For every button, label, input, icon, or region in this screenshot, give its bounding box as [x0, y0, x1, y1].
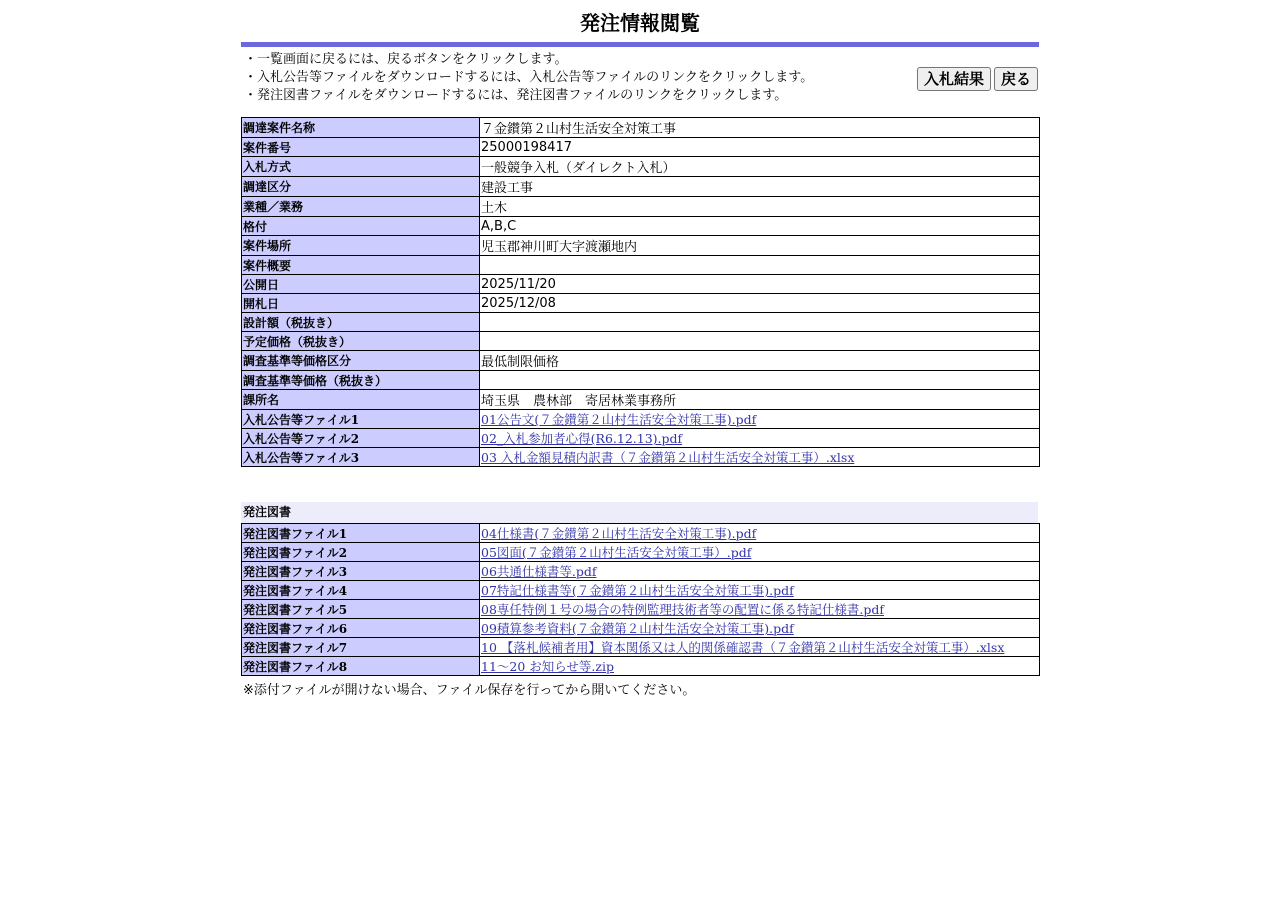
field-label: 発注図書ファイル1	[242, 524, 480, 543]
field-value-cell	[480, 657, 1040, 676]
field-value: 2025/12/08	[480, 294, 1040, 313]
field-label: 発注図書ファイル2	[242, 543, 480, 562]
instruction-line: ・一覧画面に戻るには、戻るボタンをクリックします。	[244, 52, 568, 67]
table-row	[242, 371, 1040, 390]
drawings-table	[241, 523, 1040, 676]
field-label: 発注図書ファイル8	[242, 657, 480, 676]
file-download-link[interactable]: 01公告文(７金鑚第２山村生活安全対策工事).pdf	[481, 412, 757, 427]
file-download-link[interactable]: 03 入札金額見積内訳書（７金鑚第２山村生活安全対策工事）.xlsx	[481, 450, 855, 465]
table-row	[242, 657, 1040, 676]
table-row	[242, 275, 1040, 294]
drawings-section-title: 発注図書	[241, 502, 1038, 523]
details-table	[241, 117, 1040, 467]
bid-result-button[interactable]: 入札結果	[917, 67, 991, 91]
field-label: 格付	[242, 217, 480, 236]
table-row	[242, 313, 1040, 332]
field-value-cell	[480, 581, 1040, 600]
file-download-link[interactable]: 04仕様書(７金鑚第２山村生活安全対策工事).pdf	[481, 526, 757, 541]
field-value-cell	[480, 410, 1040, 429]
field-value-cell	[480, 448, 1040, 467]
field-value: 児玉郡神川町大字渡瀬地内	[480, 236, 1040, 256]
instruction-line: ・発注図書ファイルをダウンロードするには、発注図書ファイルのリンクをクリックします。	[244, 88, 788, 103]
table-row	[242, 197, 1040, 217]
table-row	[242, 256, 1040, 275]
table-row	[242, 581, 1040, 600]
page-title: 発注情報閲覧	[580, 11, 700, 35]
field-value: A,B,C	[480, 217, 1040, 236]
field-value	[480, 332, 1040, 351]
field-value	[480, 371, 1040, 390]
field-label: 案件概要	[242, 256, 480, 275]
field-value: 25000198417	[480, 138, 1040, 157]
table-row	[242, 619, 1040, 638]
table-row	[242, 118, 1040, 138]
table-row	[242, 217, 1040, 236]
field-label: 調査基準等価格区分	[242, 351, 480, 371]
table-row	[242, 638, 1040, 657]
table-row	[242, 600, 1040, 619]
field-value: 土木	[480, 197, 1040, 217]
table-row	[242, 177, 1040, 197]
field-label: 開札日	[242, 294, 480, 313]
table-row	[242, 351, 1040, 371]
table-row	[242, 332, 1040, 351]
field-label: 発注図書ファイル7	[242, 638, 480, 657]
table-row	[242, 562, 1040, 581]
field-value-cell	[480, 524, 1040, 543]
field-value-cell	[480, 562, 1040, 581]
table-row	[242, 524, 1040, 543]
table-row	[242, 429, 1040, 448]
field-label: 発注図書ファイル4	[242, 581, 480, 600]
table-row	[242, 236, 1040, 256]
instruction-line: ・入札公告等ファイルをダウンロードするには、入札公告等ファイルのリンクをクリックします。	[244, 70, 814, 85]
field-value: 建設工事	[480, 177, 1040, 197]
field-label: 発注図書ファイル5	[242, 600, 480, 619]
field-label: 案件場所	[242, 236, 480, 256]
action-buttons	[917, 67, 1038, 91]
field-value: 最低制限価格	[480, 351, 1040, 371]
field-label: 予定価格（税抜き）	[242, 332, 480, 351]
field-label: 業種／業務	[242, 197, 480, 217]
field-label: 調達案件名称	[242, 118, 480, 138]
field-label: 調達区分	[242, 177, 480, 197]
table-row	[242, 543, 1040, 562]
table-row	[242, 448, 1040, 467]
field-value-cell	[480, 429, 1040, 448]
file-download-link[interactable]: 08専任特例１号の場合の特例監理技術者等の配置に係る特記仕様書.pdf	[481, 602, 885, 617]
page-container	[241, 0, 1039, 698]
file-download-link[interactable]: 11～20 お知らせ等.zip	[481, 659, 614, 674]
field-label: 調査基準等価格（税抜き）	[242, 371, 480, 390]
table-row	[242, 390, 1040, 410]
back-button[interactable]: 戻る	[994, 67, 1038, 91]
field-value-cell	[480, 638, 1040, 657]
file-download-link[interactable]: 10 【落札候補者用】資本関係又は人的関係確認書（７金鑚第２山村生活安全対策工事）.xlsx	[481, 640, 1005, 655]
field-label: 入札公告等ファイル3	[242, 448, 480, 467]
field-value	[480, 313, 1040, 332]
file-download-link[interactable]: 07特記仕様書等(７金鑚第２山村生活安全対策工事).pdf	[481, 583, 794, 598]
field-value: ７金鑚第２山村生活安全対策工事	[480, 118, 1040, 138]
table-row	[242, 410, 1040, 429]
field-label: 発注図書ファイル3	[242, 562, 480, 581]
file-download-link[interactable]: 06共通仕様書等.pdf	[481, 564, 597, 579]
field-value-cell	[480, 600, 1040, 619]
field-value	[480, 256, 1040, 275]
field-label: 設計額（税抜き）	[242, 313, 480, 332]
file-download-link[interactable]: 09積算参考資料(７金鑚第２山村生活安全対策工事).pdf	[481, 621, 794, 636]
footer-note: ※添付ファイルが開けない場合、ファイル保存を行ってから開いてください。	[243, 683, 696, 698]
table-row	[242, 294, 1040, 313]
field-label: 入札方式	[242, 157, 480, 177]
table-row	[242, 157, 1040, 177]
instructions-area	[241, 47, 1039, 117]
field-label: 公開日	[242, 275, 480, 294]
field-label: 入札公告等ファイル2	[242, 429, 480, 448]
field-value: 2025/11/20	[480, 275, 1040, 294]
field-label: 課所名	[242, 390, 480, 410]
field-label: 発注図書ファイル6	[242, 619, 480, 638]
field-value: 埼玉県 農林部 寄居林業事務所	[480, 390, 1040, 410]
file-download-link[interactable]: 02_入札参加者心得(R6.12.13).pdf	[481, 431, 683, 446]
field-value: 一般競争入札（ダイレクト入札）	[480, 157, 1040, 177]
file-download-link[interactable]: 05図面(７金鑚第２山村生活安全対策工事）.pdf	[481, 545, 752, 560]
table-row	[242, 138, 1040, 157]
field-label: 案件番号	[242, 138, 480, 157]
field-value-cell	[480, 543, 1040, 562]
field-value-cell	[480, 619, 1040, 638]
field-label: 入札公告等ファイル1	[242, 410, 480, 429]
